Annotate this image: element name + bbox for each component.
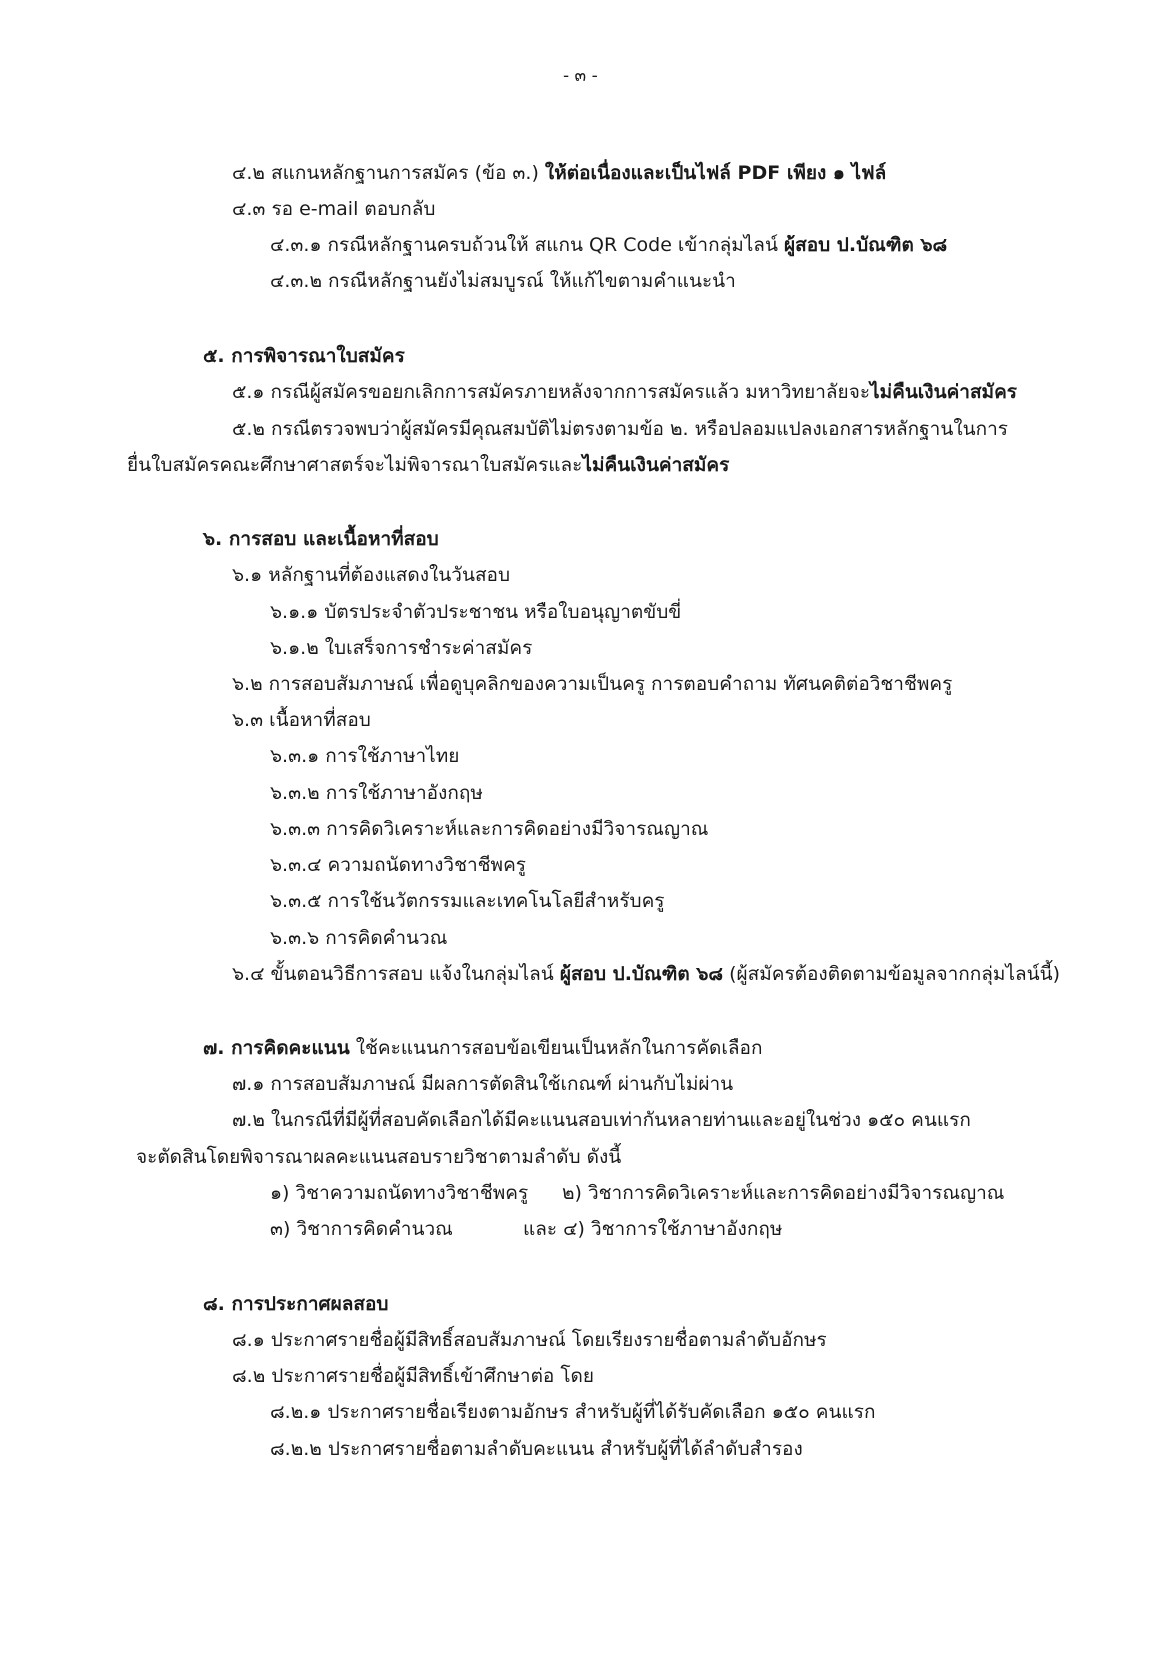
- item-4-3: ๔.๓ รอ e-mail ตอบกลับ: [232, 198, 436, 220]
- order-3: ๓) วิชาการคิดคำนวณ: [270, 1218, 453, 1240]
- section-6-heading: ๖. การสอบ และเนื้อหาที่สอบ: [203, 528, 439, 550]
- item-5-2-line-2: [127, 453, 729, 477]
- item-6-2: ๖.๒ การสอบสัมภาษณ์ เพื่อดูบุคลิกของความเป็นครู การตอบคำถาม ทัศนคติต่อวิชาชีพครู: [232, 673, 953, 695]
- line-group-name: ผู้สอบ ป.บัณฑิต ๖๘: [783, 234, 948, 256]
- item-7-2-line-1: ๗.๒ ในกรณีที่มีผู้ที่สอบคัดเลือกได้มีคะแนนสอบเท่ากันหลายท่านและอยู่ในช่วง ๑๕๐ คนแรก: [232, 1109, 971, 1131]
- page-number: - ๓ -: [563, 66, 598, 86]
- item-5-2-text: ยื่นใบสมัครคณะศึกษาศาสตร์จะไม่พิจารณาใบสมัครและ: [127, 454, 583, 476]
- section-7-heading: [203, 1036, 762, 1060]
- item-6-3: ๖.๓ เนื้อหาที่สอบ: [232, 709, 371, 731]
- item-4-2-emphasis: ให้ต่อเนื่องและเป็นไฟล์ PDF เพียง ๑ ไฟล์: [544, 162, 887, 184]
- item-6-4-text: ๖.๔ ขั้นตอนวิธีการสอบ แจ้งในกลุ่มไลน์: [232, 963, 560, 985]
- item-5-1: [232, 380, 1017, 404]
- item-6-3-3: ๖.๓.๓ การคิดวิเคราะห์และการคิดอย่างมีวิจารณญาณ: [270, 818, 709, 840]
- item-5-1-text: ๕.๑ กรณีผู้สมัครขอยกเลิกการสมัครภายหลังจากการสมัครแล้ว มหาวิทยาลัยจะ: [232, 381, 871, 403]
- item-4-2-text: ๔.๒ สแกนหลักฐานการสมัคร (ข้อ ๓.): [232, 162, 545, 184]
- item-7-2-line-2: จะตัดสินโดยพิจารณาผลคะแนนสอบรายวิชาตามลำดับ ดังนี้: [136, 1146, 622, 1168]
- item-6-3-5: ๖.๓.๕ การใช้นวัตกรรมและเทคโนโลยีสำหรับครู: [270, 890, 665, 912]
- item-5-1-emphasis: ไม่คืนเงินค่าสมัคร: [870, 381, 1017, 403]
- item-6-1: ๖.๑ หลักฐานที่ต้องแสดงในวันสอบ: [232, 564, 511, 586]
- item-4-3-2: ๔.๓.๒ กรณีหลักฐานยังไม่สมบูรณ์ ให้แก้ไขตามคำแนะนำ: [270, 270, 736, 292]
- line-group-name: ผู้สอบ ป.บัณฑิต ๖๘: [559, 963, 724, 985]
- item-6-4-note: (ผู้สมัครต้องติดตามข้อมูลจากกลุ่มไลน์นี้): [723, 963, 1061, 985]
- item-4-3-1-text: ๔.๓.๑ กรณีหลักฐานครบถ้วนให้ สแกน QR Code เข้ากลุ่มไลน์: [270, 234, 784, 256]
- item-4-3-1: [270, 233, 947, 257]
- item-8-1: ๘.๑ ประกาศรายชื่อผู้มีสิทธิ์สอบสัมภาษณ์ โดยเรียงรายชื่อตามลำดับอักษร: [232, 1329, 827, 1351]
- order-2: ๒) วิชาการคิดวิเคราะห์และการคิดอย่างมีวิจารณญาณ: [562, 1182, 1005, 1204]
- item-4-2: [232, 161, 886, 185]
- item-8-2: ๘.๒ ประกาศรายชื่อผู้มีสิทธิ์เข้าศึกษาต่อ โดย: [232, 1365, 595, 1387]
- item-6-3-4: ๖.๓.๔ ความถนัดทางวิชาชีพครู: [270, 854, 526, 876]
- order-1: ๑) วิชาความถนัดทางวิชาชีพครู: [270, 1182, 529, 1204]
- item-5-2-emphasis: ไม่คืนเงินค่าสมัคร: [582, 454, 730, 476]
- item-8-2-2: ๘.๒.๒ ประกาศรายชื่อตามลำดับคะแนน สำหรับผู้ที่ได้ลำดับสำรอง: [270, 1438, 803, 1460]
- order-4: และ ๔) วิชาการใช้ภาษาอังกฤษ: [523, 1218, 783, 1240]
- item-6-3-6: ๖.๓.๖ การคิดคำนวณ: [270, 927, 448, 949]
- section-7-title: ๗. การคิดคะแนน: [203, 1037, 350, 1059]
- item-6-1-2: ๖.๑.๒ ใบเสร็จการชำระค่าสมัคร: [270, 637, 533, 659]
- item-6-3-1: ๖.๓.๑ การใช้ภาษาไทย: [270, 745, 460, 767]
- section-5-heading: ๕. การพิจารณาใบสมัคร: [203, 345, 405, 367]
- item-7-1: ๗.๑ การสอบสัมภาษณ์ มีผลการตัดสินใช้เกณฑ์ ผ่านกับไม่ผ่าน: [232, 1073, 734, 1095]
- item-6-3-2: ๖.๓.๒ การใช้ภาษาอังกฤษ: [270, 782, 483, 804]
- item-8-2-1: ๘.๒.๑ ประกาศรายชื่อเรียงตามอักษร สำหรับผู้ที่ได้รับคัดเลือก ๑๕๐ คนแรก: [270, 1401, 876, 1423]
- section-8-heading: ๘. การประกาศผลสอบ: [203, 1293, 389, 1315]
- section-7-desc: ใช้คะแนนการสอบข้อเขียนเป็นหลักในการคัดเลือก: [349, 1037, 763, 1059]
- item-6-1-1: ๖.๑.๑ บัตรประจำตัวประชาชน หรือใบอนุญาตขับขี่: [270, 601, 682, 623]
- item-5-2-line-1: ๕.๒ กรณีตรวจพบว่าผู้สมัครมีคุณสมบัติไม่ตรงตามข้อ ๒. หรือปลอมแปลงเอกสารหลักฐานในการ: [232, 418, 1008, 440]
- item-6-4: [232, 962, 1060, 986]
